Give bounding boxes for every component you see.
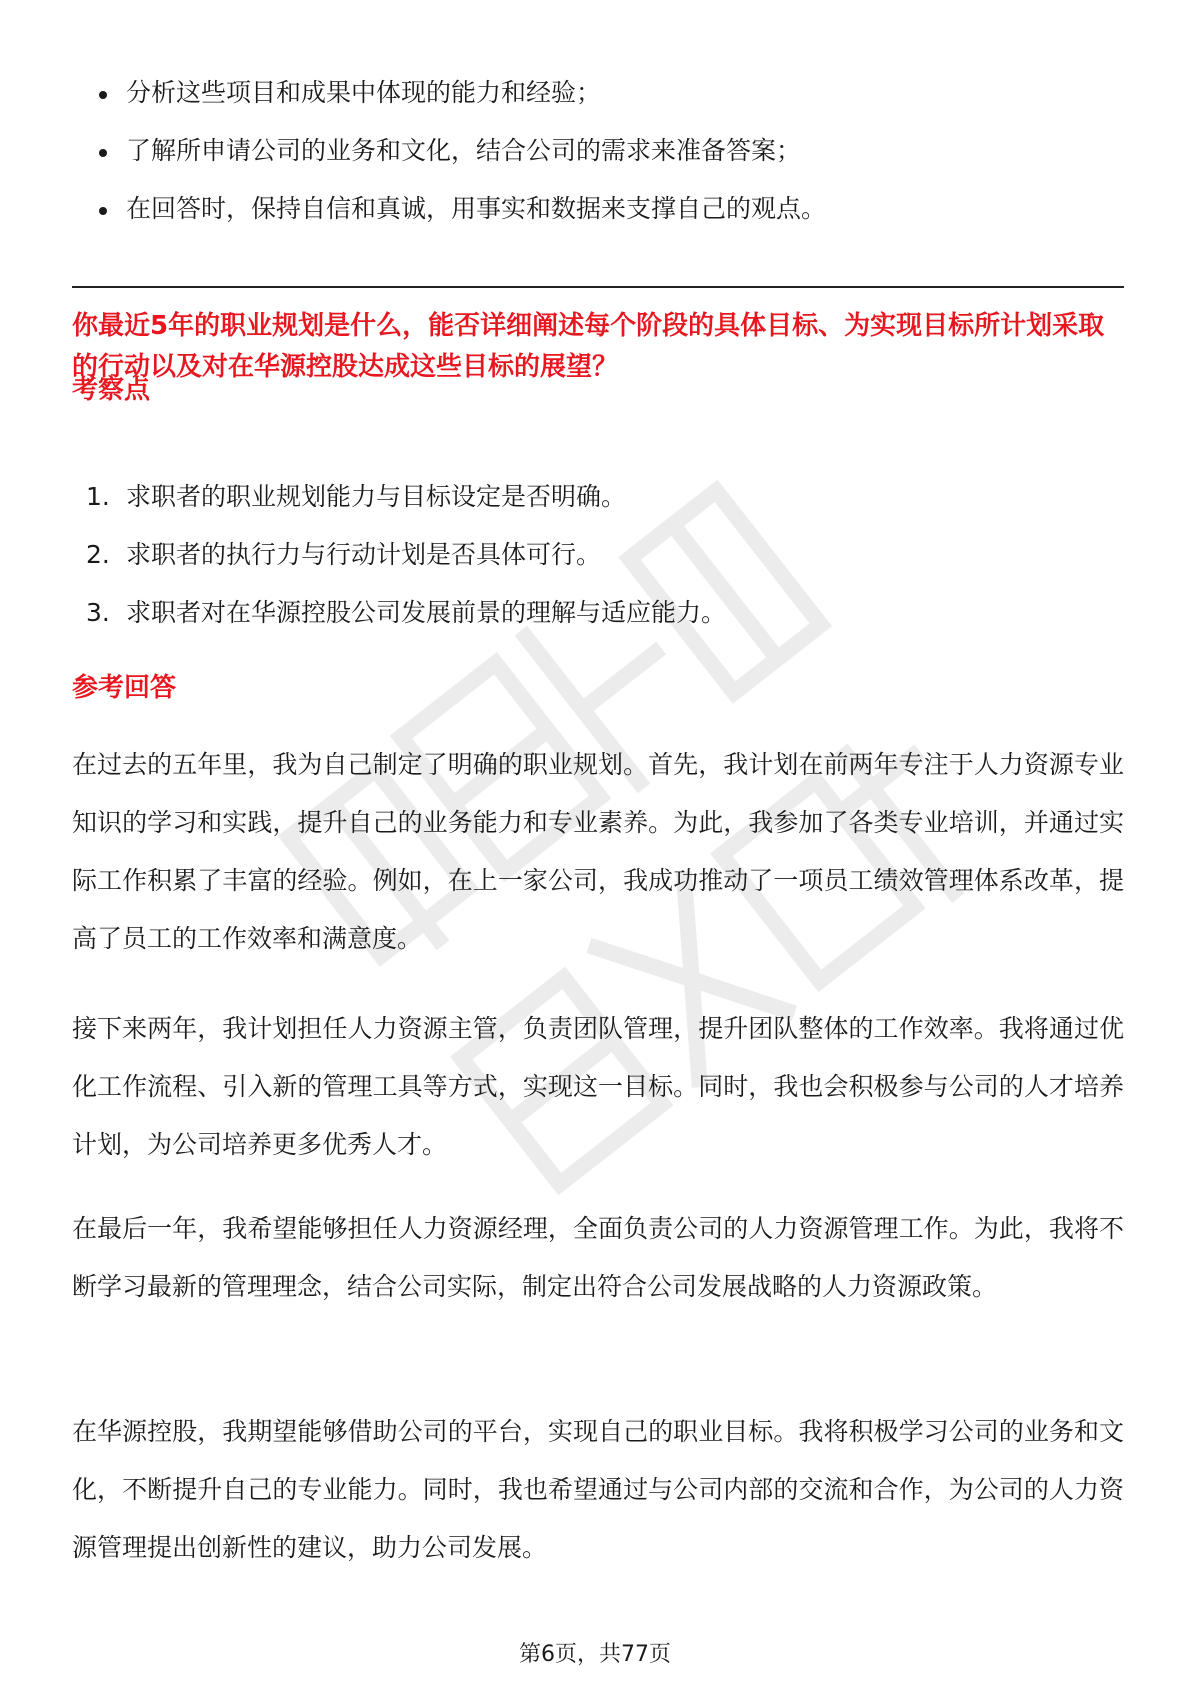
item-number: 2. <box>86 540 110 569</box>
item-number: 1. <box>86 482 110 511</box>
list-item <box>72 122 1122 180</box>
section-divider <box>72 286 1124 288</box>
list-item <box>72 64 1122 122</box>
answer-heading: 参考回答 <box>72 673 177 703</box>
item-number: 3. <box>86 598 110 627</box>
bullet-dot-icon <box>99 207 107 215</box>
answer-paragraph: 在过去的五年里，我为自己制定了明确的职业规划。首先，我计划在前两年专注于人力资源专业知识的学习和实践，提升自己的业务能力和专业素养。为此，我参加了各类专业培训，并通过实际工作积累了丰富的经验。例如，在上一家公司，我成功推动了一项员工绩效管理体系改革，提高了员工的工作效率和满意度。 <box>72 750 1124 953</box>
page-number: 第6页，共77页 <box>519 1642 671 1667</box>
bullet-dot-icon <box>99 149 107 157</box>
list-item <box>72 584 1122 642</box>
item-text: 求职者对在华源控股公司发展前景的理解与适应能力。 <box>126 598 727 627</box>
bullet-text: 分析这些项目和成果中体现的能力和经验； <box>126 78 602 107</box>
item-text: 求职者的执行力与行动计划是否具体可行。 <box>126 540 602 569</box>
list-item <box>72 468 1122 526</box>
answer-paragraph: 接下来两年，我计划担任人力资源主管，负责团队管理，提升团队整体的工作效率。我将通过优化工作流程、引入新的管理工具等方式，实现这一目标。同时，我也会积极参与公司的人才培养计划，为公司培养更多优秀人才。 <box>72 1014 1124 1159</box>
bullet-dot-icon <box>99 91 107 99</box>
item-text: 求职者的职业规划能力与目标设定是否明确。 <box>126 482 627 511</box>
list-item <box>72 180 1122 238</box>
focus-heading: 考察点 <box>72 375 151 405</box>
bullet-text: 了解所申请公司的业务和文化，结合公司的需求来准备答案； <box>126 136 802 165</box>
answer-paragraph: 在最后一年，我希望能够担任人力资源经理，全面负责公司的人力资源管理工作。为此，我将不断学习最新的管理理念，结合公司实际，制定出符合公司发展战略的人力资源政策。 <box>72 1214 1124 1301</box>
list-item <box>72 526 1122 584</box>
interview-question: 你最近5年的职业规划是什么，能否详细阐述每个阶段的具体目标、为实现目标所计划采取的行动以及对在华源控股达成这些目标的展望？ <box>72 311 1105 382</box>
bullet-text: 在回答时，保持自信和真诚，用事实和数据来支撑自己的观点。 <box>126 194 827 223</box>
focus-point-list <box>72 468 1122 642</box>
answer-paragraph: 在华源控股，我期望能够借助公司的平台，实现自己的职业目标。我将积极学习公司的业务和文化，不断提升自己的专业能力。同时，我也希望通过与公司内部的交流和合作，为公司的人力资源管理提出创新性的建议，助力公司发展。 <box>72 1417 1124 1562</box>
tips-bullet-list <box>72 64 1122 238</box>
